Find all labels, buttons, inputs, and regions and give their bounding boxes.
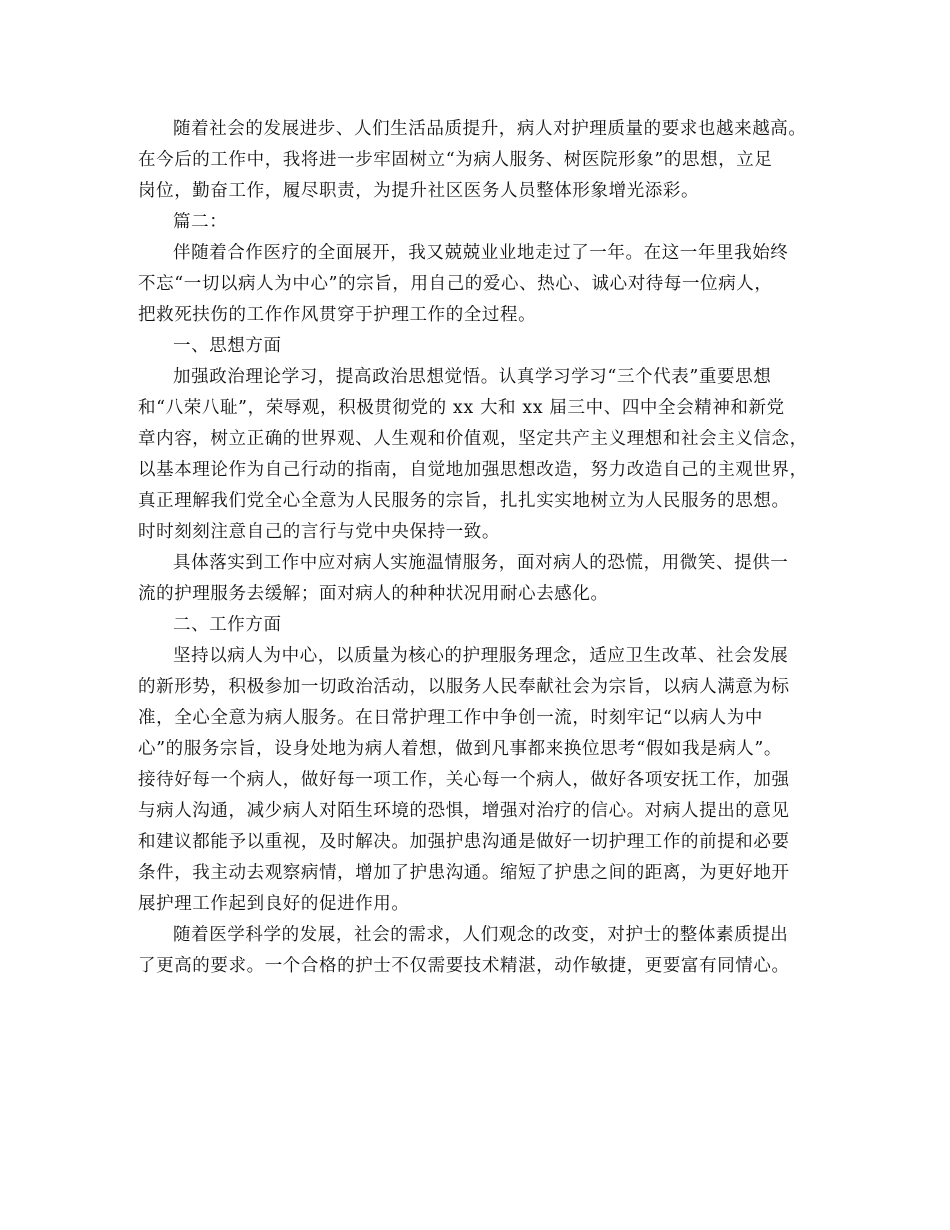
text-line: 把救死扶伤的工作作风贯穿于护理工作的全过程。	[138, 305, 537, 325]
paragraph-closing-first-section	[138, 114, 828, 207]
text-line: 加强政治理论学习，提高政治思想觉悟。认真学习学习“三个代表”重要思想	[173, 367, 772, 387]
heading-line: 篇二：	[173, 212, 228, 232]
document-body	[138, 114, 828, 982]
heading-line: 二、工作方面	[173, 615, 282, 635]
text-line: 接待好每一个病人，做好每一项工作，关心每一个病人，做好各项安抚工作，加强	[138, 770, 790, 790]
text-line: 伴随着合作医疗的全面展开，我又兢兢业业地走过了一年。在这一年里我始终	[173, 243, 789, 263]
text-line: 流的护理服务去缓解；面对病人的种种状况用耐心去感化。	[138, 584, 609, 604]
paragraph-practice	[138, 548, 828, 610]
text-line: 真正理解我们党全心全意为人民服务的宗旨，扎扎实实地树立为人民服务的思想。	[138, 491, 790, 511]
text-line: 以基本理论作为自己行动的指南，自觉地加强思想改造，努力改造自己的主观世界，	[138, 460, 808, 480]
text-line: 的新形势，积极参加一切政治活动，以服务人民奉献社会为宗旨，以病人满意为标	[138, 677, 790, 697]
text-line: 坚持以病人为中心，以质量为核心的护理服务理念，适应卫生改革、社会发展	[173, 646, 789, 666]
text-line: 随着社会的发展进步、人们生活品质提升，病人对护理质量的要求也越来越高。	[173, 119, 807, 139]
text-line: 岗位，勤奋工作，履尽职责，为提升社区医务人员整体形象增光添彩。	[138, 181, 700, 201]
text-line: 准，全心全意为病人服务。在日常护理工作中争创一流，时刻牢记“以病人为中	[138, 708, 763, 728]
text-line: 随着医学科学的发展，社会的需求，人们观念的改变，对护士的整体素质提出	[173, 925, 789, 945]
subheading-work	[138, 610, 828, 641]
paragraph-requirements	[138, 920, 828, 982]
text-line: 和“八荣八耻”，荣辱观，积极贯彻党的 xx 大和 xx 届三中、四中全会精神和新党	[138, 398, 785, 418]
text-line: 与病人沟通，减少病人对陌生环境的恐惧，增强对治疗的信心。对病人提出的意见	[138, 801, 790, 821]
text-line: 条件，我主动去观察病情，增加了护患沟通。缩短了护患之间的距离，为更好地开	[138, 863, 790, 883]
text-line: 心”的服务宗旨，设身处地为病人着想，做到凡事都来换位思考“假如我是病人”。	[138, 739, 783, 759]
text-line: 和建议都能予以重视，及时解决。加强护患沟通是做好一切护理工作的前提和必要	[138, 832, 790, 852]
subheading-ideology	[138, 331, 828, 362]
heading-line: 一、思想方面	[173, 336, 282, 356]
paragraph-intro	[138, 238, 828, 331]
text-line: 展护理工作起到良好的促进作用。	[138, 894, 410, 914]
text-line: 不忘“一切以病人为中心”的宗旨，用自己的爱心、热心、诚心对待每一位病人，	[138, 274, 773, 294]
section-heading-part-two	[138, 207, 828, 238]
text-line: 具体落实到工作中应对病人实施温情服务，面对病人的恐慌，用微笑、提供一	[173, 553, 789, 573]
text-line: 在今后的工作中，我将进一步牢固树立“为病人服务、树医院形象”的思想，立足	[138, 150, 773, 170]
paragraph-ideology	[138, 362, 828, 548]
text-line: 章内容，树立正确的世界观、人生观和价值观，坚定共产主义理想和社会主义信念，	[138, 429, 808, 449]
text-line: 了更高的要求。一个合格的护士不仅需要技术精湛，动作敏捷，更要富有同情心。	[138, 956, 790, 976]
text-line: 时时刻刻注意自己的言行与党中央保持一致。	[138, 522, 500, 542]
paragraph-work	[138, 641, 828, 920]
